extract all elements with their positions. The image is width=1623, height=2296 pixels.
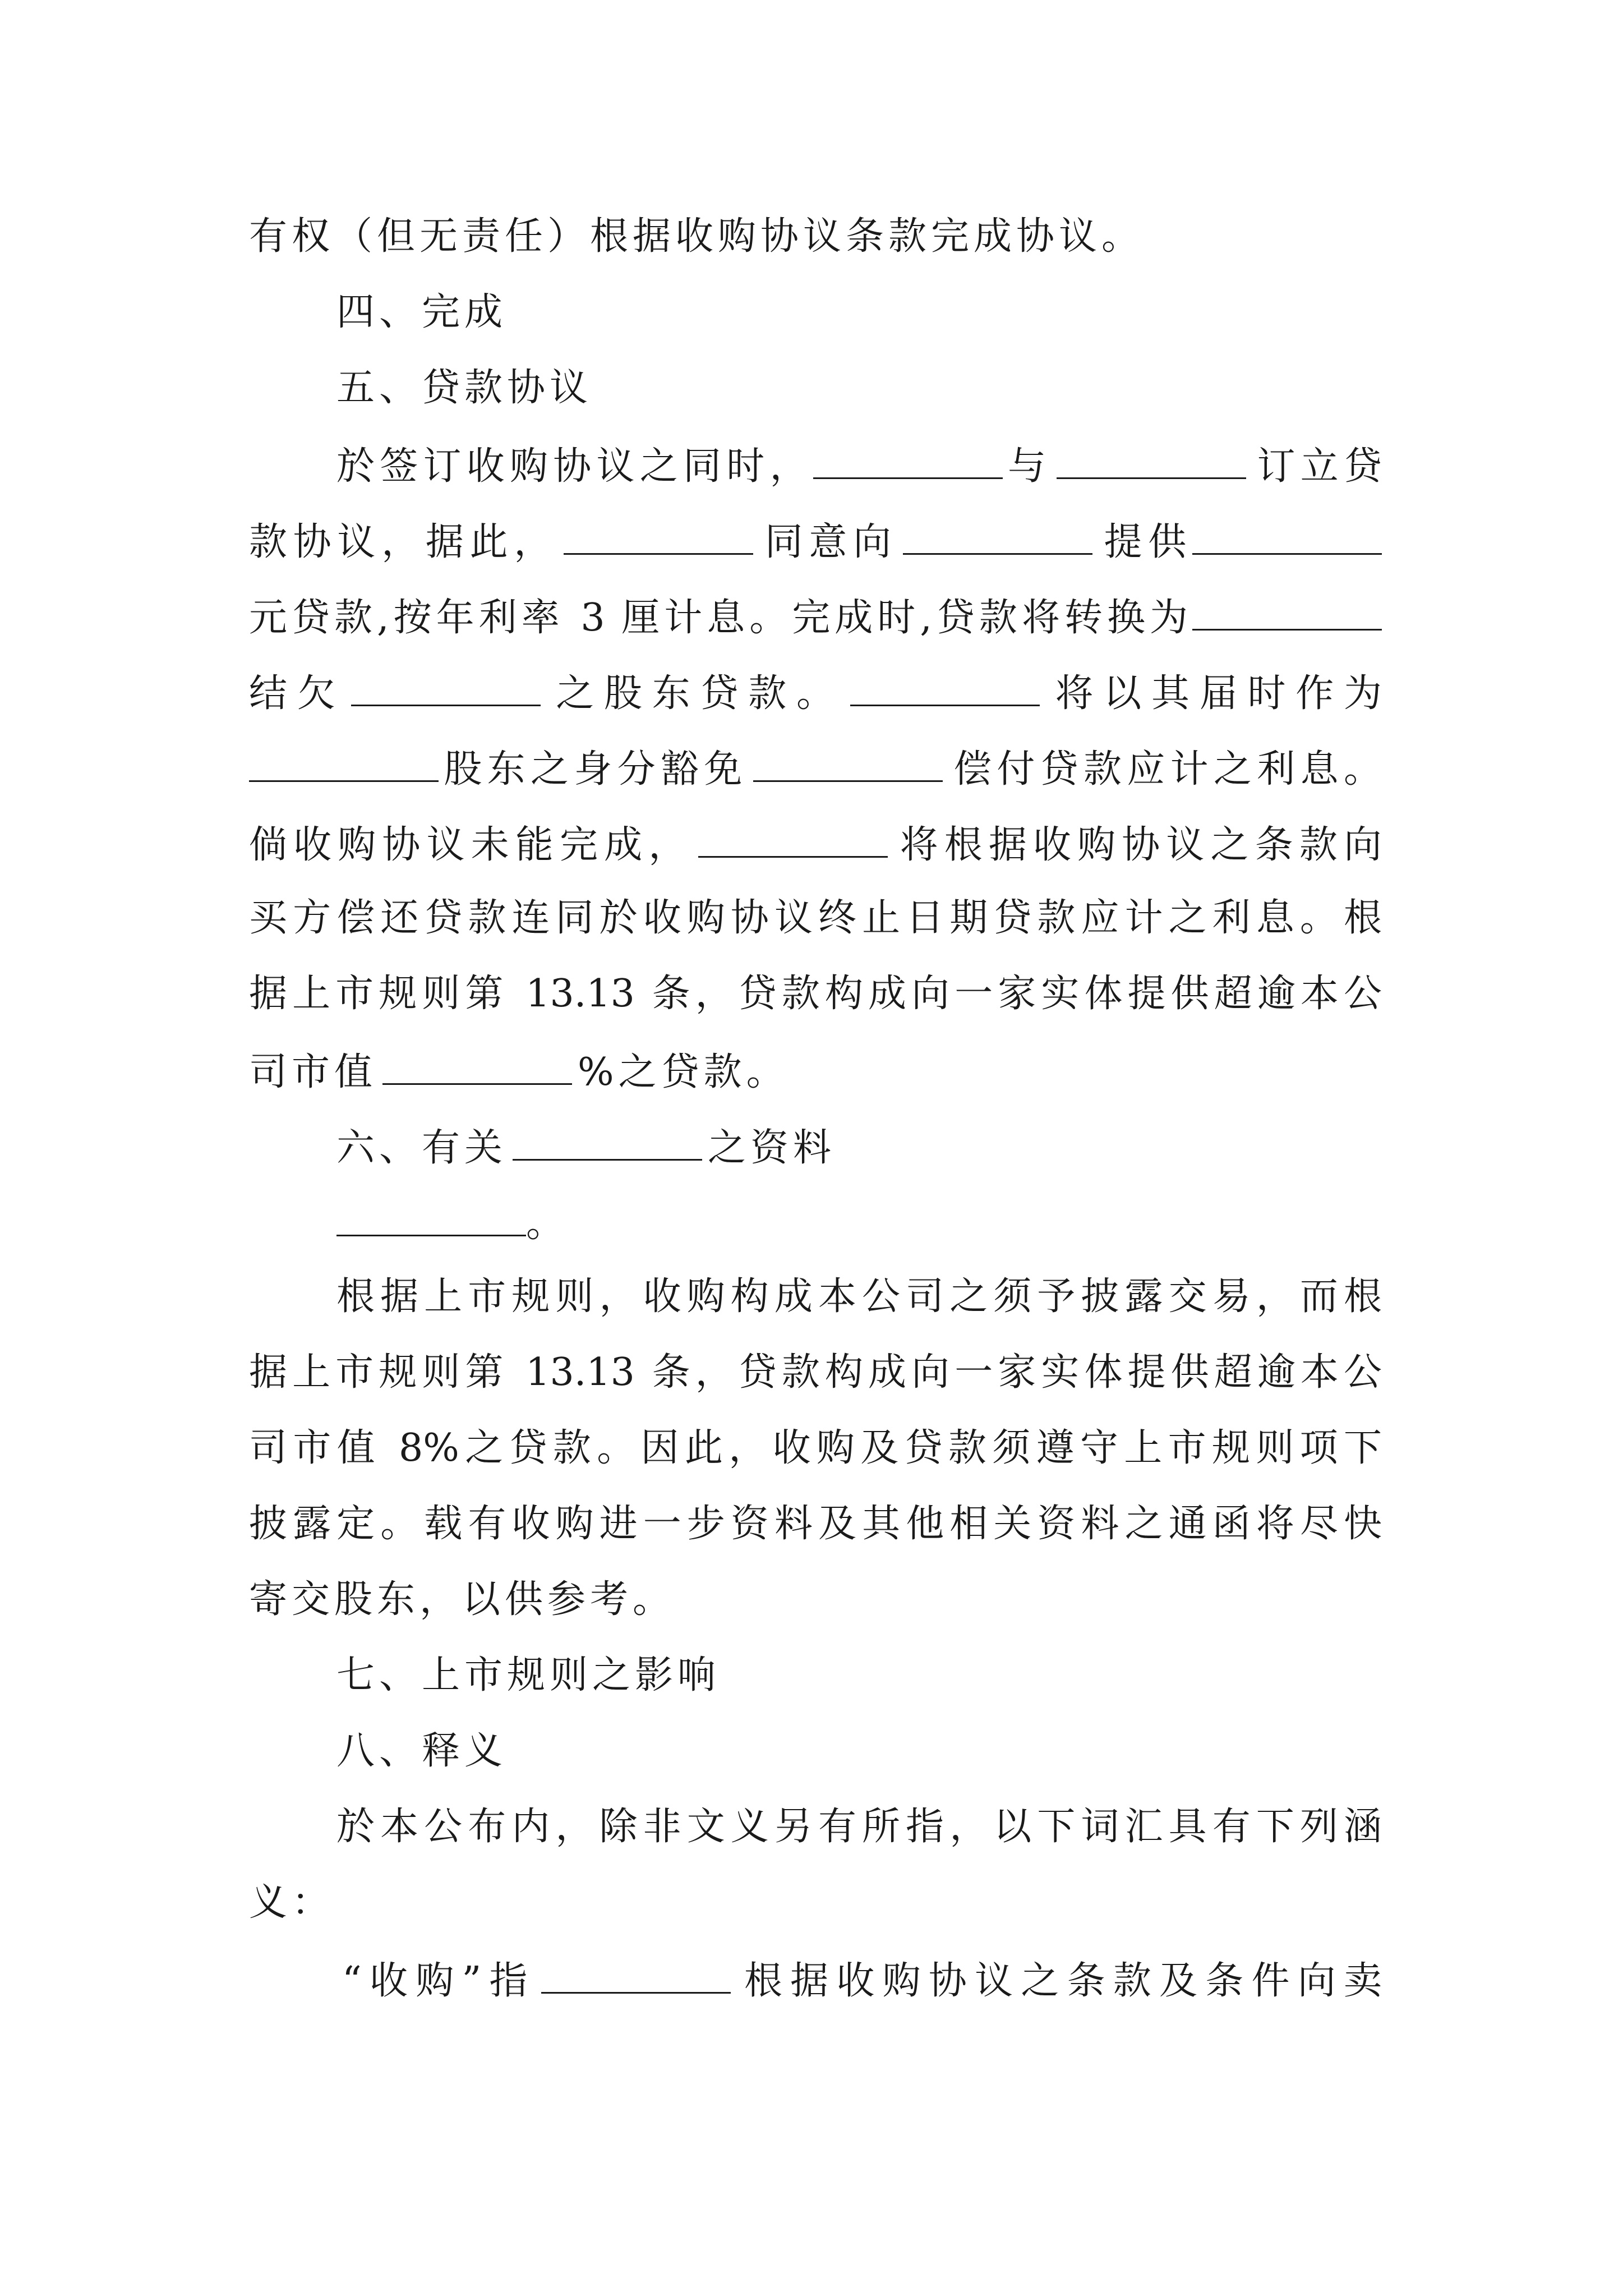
text-line: 结欠 之股东贷款。 将以其届时作为 [249,671,1382,716]
blank-field [351,672,541,706]
blank-field [249,748,439,782]
blank-field [813,445,1003,479]
section-heading-4: 四、完成 [336,290,508,334]
text-line: 倘收购协议未能完成， 将根据收购协议之条款向 [249,823,1382,867]
text-line: 义： [249,1880,335,1925]
section-heading-6: 六、有关 之资料 [336,1126,836,1170]
text-line: 买方偿还贷款连同於收购协议终止日期贷款应计之利息。根 [249,896,1382,940]
blank-field [1192,521,1382,555]
blank-field [541,1959,731,1994]
text-line: 司市值 8%之贷款。因此，收购及贷款须遵守上市规则项下 [249,1426,1382,1470]
text-line: 於本公布内，除非文义另有所指，以下词汇具有下列涵 [336,1805,1382,1849]
blank-field [698,823,888,858]
text-line: 。 [336,1202,1382,1243]
blank-field [382,1051,572,1085]
text-line: 据上市规则第 13.13 条，贷款构成向一家实体提供超逾本公 [249,972,1382,1016]
section-heading-5: 五、贷款协议 [336,366,593,410]
text-line: 元贷款,按年利率 3 厘计息。完成时,贷款将转换为 [249,596,1382,637]
text-line: 司市值 %之贷款。 [249,1050,789,1094]
text-line: 股东之身分豁免 偿付贷款应计之利息。 [249,748,1382,789]
blank-field [1192,596,1382,631]
blank-field [850,672,1040,706]
definition-line: “收购”指 根据收购协议之条款及条件向卖 [342,1959,1382,2003]
section-heading-8: 八、释义 [336,1729,508,1773]
blank-field [903,521,1092,555]
text-line: 据上市规则第 13.13 条，贷款构成向一家实体提供超逾本公 [249,1350,1382,1395]
text-line: 款协议，据此， 同意向 提供 [249,521,1382,562]
text-line: 有权（但无责任）根据收购协议条款完成协议。 [249,214,1145,259]
text-line: 披露定。载有收购进一步资料及其他相关资料之通函将尽快 [249,1502,1382,1546]
text-line: 寄交股东，以供参考。 [249,1577,676,1622]
blank-field [1057,445,1246,479]
section-heading-7: 七、上市规则之影响 [336,1653,721,1697]
blank-field [336,1202,526,1236]
text-line: 根据上市规则，收购构成本公司之须予披露交易，而根 [336,1274,1382,1319]
blank-field [753,748,943,782]
text-line: 於签订收购协议之同时， 与 订立贷 [336,444,1382,489]
blank-field [564,521,753,555]
blank-field [513,1126,702,1161]
